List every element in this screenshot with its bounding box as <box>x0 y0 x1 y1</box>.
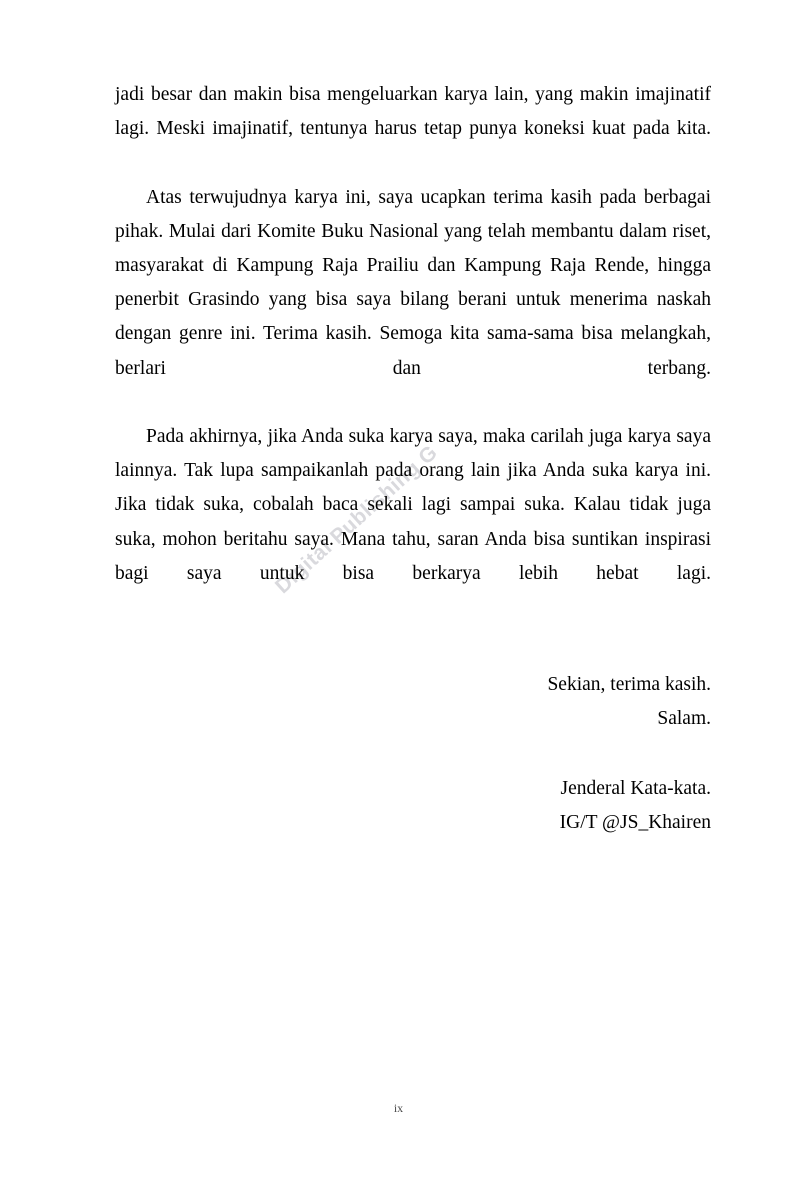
closing-block <box>115 668 711 736</box>
signature-handle: IG/T @JS_Khairen <box>559 812 711 834</box>
signature-name: Jenderal Kata-kata. <box>560 778 711 799</box>
closing-line-salam: Salam. <box>657 708 711 730</box>
body-text-column <box>115 78 711 625</box>
signature-block <box>115 772 711 840</box>
paragraph: jadi besar dan makin bisa mengeluarkan karya lain, yang makin imajinatif lagi. Meski imajinatif, tentunya harus tetap punya koneksi kuat pada kita. <box>115 84 711 140</box>
closing-line-thanks: Sekian, terima kasih. <box>547 674 711 695</box>
page-number: ix <box>393 1101 404 1115</box>
watermark-text: Digital Publishing G <box>270 440 443 599</box>
paragraph: Pada akhirnya, jika Anda suka karya saya, maka carilah juga karya saya lainnya. Tak lupa sampaikanlah pada orang lain jika Anda suka karya ini. Jika tidak suka, cobalah baca sekali lagi sampai suka. Kalau tidak juga suka, mohon beritahu saya. Mana tahu, saran Anda bisa suntikan inspirasi bagi saya untuk bisa berkarya lebih hebat lagi. <box>115 426 711 584</box>
paragraph: Atas terwujudnya karya ini, saya ucapkan terima kasih pada berbagai pihak. Mulai dari Komite Buku Nasional yang telah membantu dalam riset, masyarakat di Kampung Raja Prailiu dan Kampung Raja Rende, hingga penerbit Grasindo yang bisa saya bilang berani untuk menerima naskah dengan genre ini. Terima kasih. Semoga kita sama-sama bisa melangkah, berlari dan terbang. <box>115 186 711 379</box>
